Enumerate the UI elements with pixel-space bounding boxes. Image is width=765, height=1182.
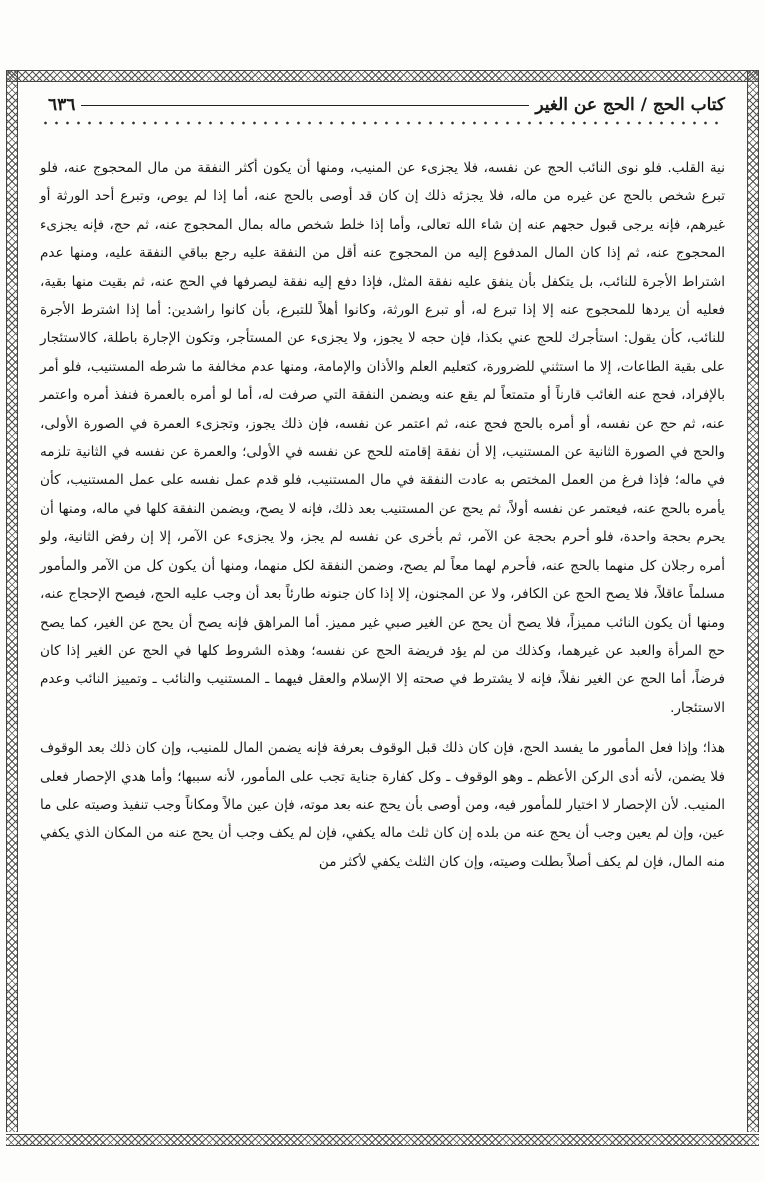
ornamental-border-right	[747, 70, 759, 1132]
page-header	[40, 92, 725, 118]
header-dotted-rule	[40, 118, 725, 128]
paragraph: هذا؛ وإذا فعل المأمور ما يفسد الحج، فإن كان ذلك قبل الوقوف بعرفة فإنه يضمن المال للمنيب، وإن كان ذلك بعد الوقوف فلا يضمن، لأنه أدى الركن الأعظم ـ وهو الوقوف ـ وكل كفارة جناية تجب على المأمور، لأنه سببها؛ وأما هدي الإحصار فعلى المنيب. لأن الإحصار لا اختيار للمأمور فيه، ومن أوصى بأن يحج عنه بعد موته، فإن عين مالاً ومكاناً وجب تنفيذ وصيته على ما عين، وإن لم يعين وجب أن يحج عنه من بلده إن كان ثلث ماله يكفي، فإن لم يكف وجب أن يحج عنه من المكان الذي يكفي منه المال، فإن لم يكف أصلاً بطلت وصيته، وإن كان الثلث يكفي لأكثر من	[40, 740, 725, 870]
body-text	[40, 154, 725, 876]
header-rule	[81, 105, 529, 106]
ornamental-border-top	[6, 70, 759, 82]
ornamental-border-bottom	[6, 1134, 759, 1146]
page-number: ٦٣٦	[48, 95, 76, 115]
running-title: كتاب الحج / الحج عن الغير	[535, 95, 725, 115]
paragraph: نية القلب. فلو نوى النائب الحج عن نفسه، فلا يجزىء عن المنيب، ومنها أن يكون أكثر النفقة من مال المحجوج عنه، فلو تبرع شخص بالحج عن غيره من ماله، فلا يجزئه ذلك إن كان قد أوصى بالحج عنه، أما إذا لم يوص، وتبرع أحد الورثة أو غيرهم، فإنه يرجى قبول حجهم عنه إن شاء الله تعالى، وأما إذا خلط شخص ماله بمال المحجوج عنه، ثم حج، فإنه يجزىء المحجوج عنه، ثم إذا كان المال المدفوع إليه من المحجوج عنه أقل من النفقة عليه رجع بباقي النفقة عليه، ومنها عدم اشتراط الأجرة للنائب، بل يتكفل بأن ينفق عليه نفقة المثل، فإذا دفع إليه نفقة ليصرفها في الحج عنه، ثم بقيت منها بقية، فعليه أن يردها للمحجوج عنه إلا إذا تبرع له، أو تبرع الورثة، وكانوا أهلاً للتبرع، بأن كانوا راشدين: أما إذا اشترط الأجرة للنائب، كأن يقول: استأجرك للحج عني بكذا، فإن حجه لا يجوز، ولا يجزىء عن المستأجر، وتكون الإجارة باطلة، كالاستئجار على بقية الطاعات، إلا ما استثني للضرورة، كتعليم العلم والأذان والإمامة، ومنها عدم مخالفة ما شرطه المستنيب، فلو أمر بالإفراد، فحج عنه الغائب قارناً أو متمتعاً لم يقع عنه ويضمن النفقة التي صرفت له، أما لو أمره بالعمرة فنفذ أمره واعتمر عنه، ثم حج عن نفسه، أو أمره بالحج فحج عنه، ثم اعتمر عن نفسه، فإن ذلك يجوز، وتجزىء العمرة في الصورة الأولى، والحج في الصورة الثانية عن المستنيب، إلا أن نفقة إقامته للحج عن نفسه في الأولى؛ والعمرة عن نفسه في الثانية تلزمه في ماله؛ فإذا فرغ من العمل المختص به عادت النفقة في مال المستنيب، فلو قدم عمل نفسه على عمل المستنيب، كأن يأمره بالحج عنه، فيعتمر عن نفسه أولاً، ثم يحج عن المستنيب بعد ذلك، فإنه لا يصح، ويضمن النفقة كلها في ماله، ومنها أن يحرم بحجة واحدة، فلو أحرم بحجة عن الآمر، ثم بأخرى عن نفسه لم يجز، ولا يجزىء عن الآمر، إلا إن رفض الثانية، ولو أمره رجلان كل منهما بالحج عنه، فأحرم لهما معاً لم يصح، وضمن النفقة لكل منهما، ومنها أن يكون كل من الآمر والمأمور مسلماً عاقلاً، فلا يصح الحج عن الكافر، ولا عن المجنون، إلا إذا كان جنونه طارئاً بعد أن وجب عليه الحج، فيصح الإحجاج عنه، ومنها أن يكون النائب مميزاً، فلا يصح أن يحج عن الغير صبي غير مميز. أما المراهق فإنه يصح أن يحج عن الغير، كما يصح حج المرأة والعبد عن غيرهما، وكذلك من لم يؤد فريضة الحج عن نفسه؛ وهذه الشروط كلها في الحج عن الغير إذا كان فرضاً، أما الحج عن الغير نفلاً، فإنه لا يشترط في صحته إلا الإسلام والعقل فيهما ـ المستنيب والنائب ـ وتمييز النائب وعدم الاستئجار.	[40, 160, 725, 716]
ornamental-border-left	[6, 70, 18, 1132]
